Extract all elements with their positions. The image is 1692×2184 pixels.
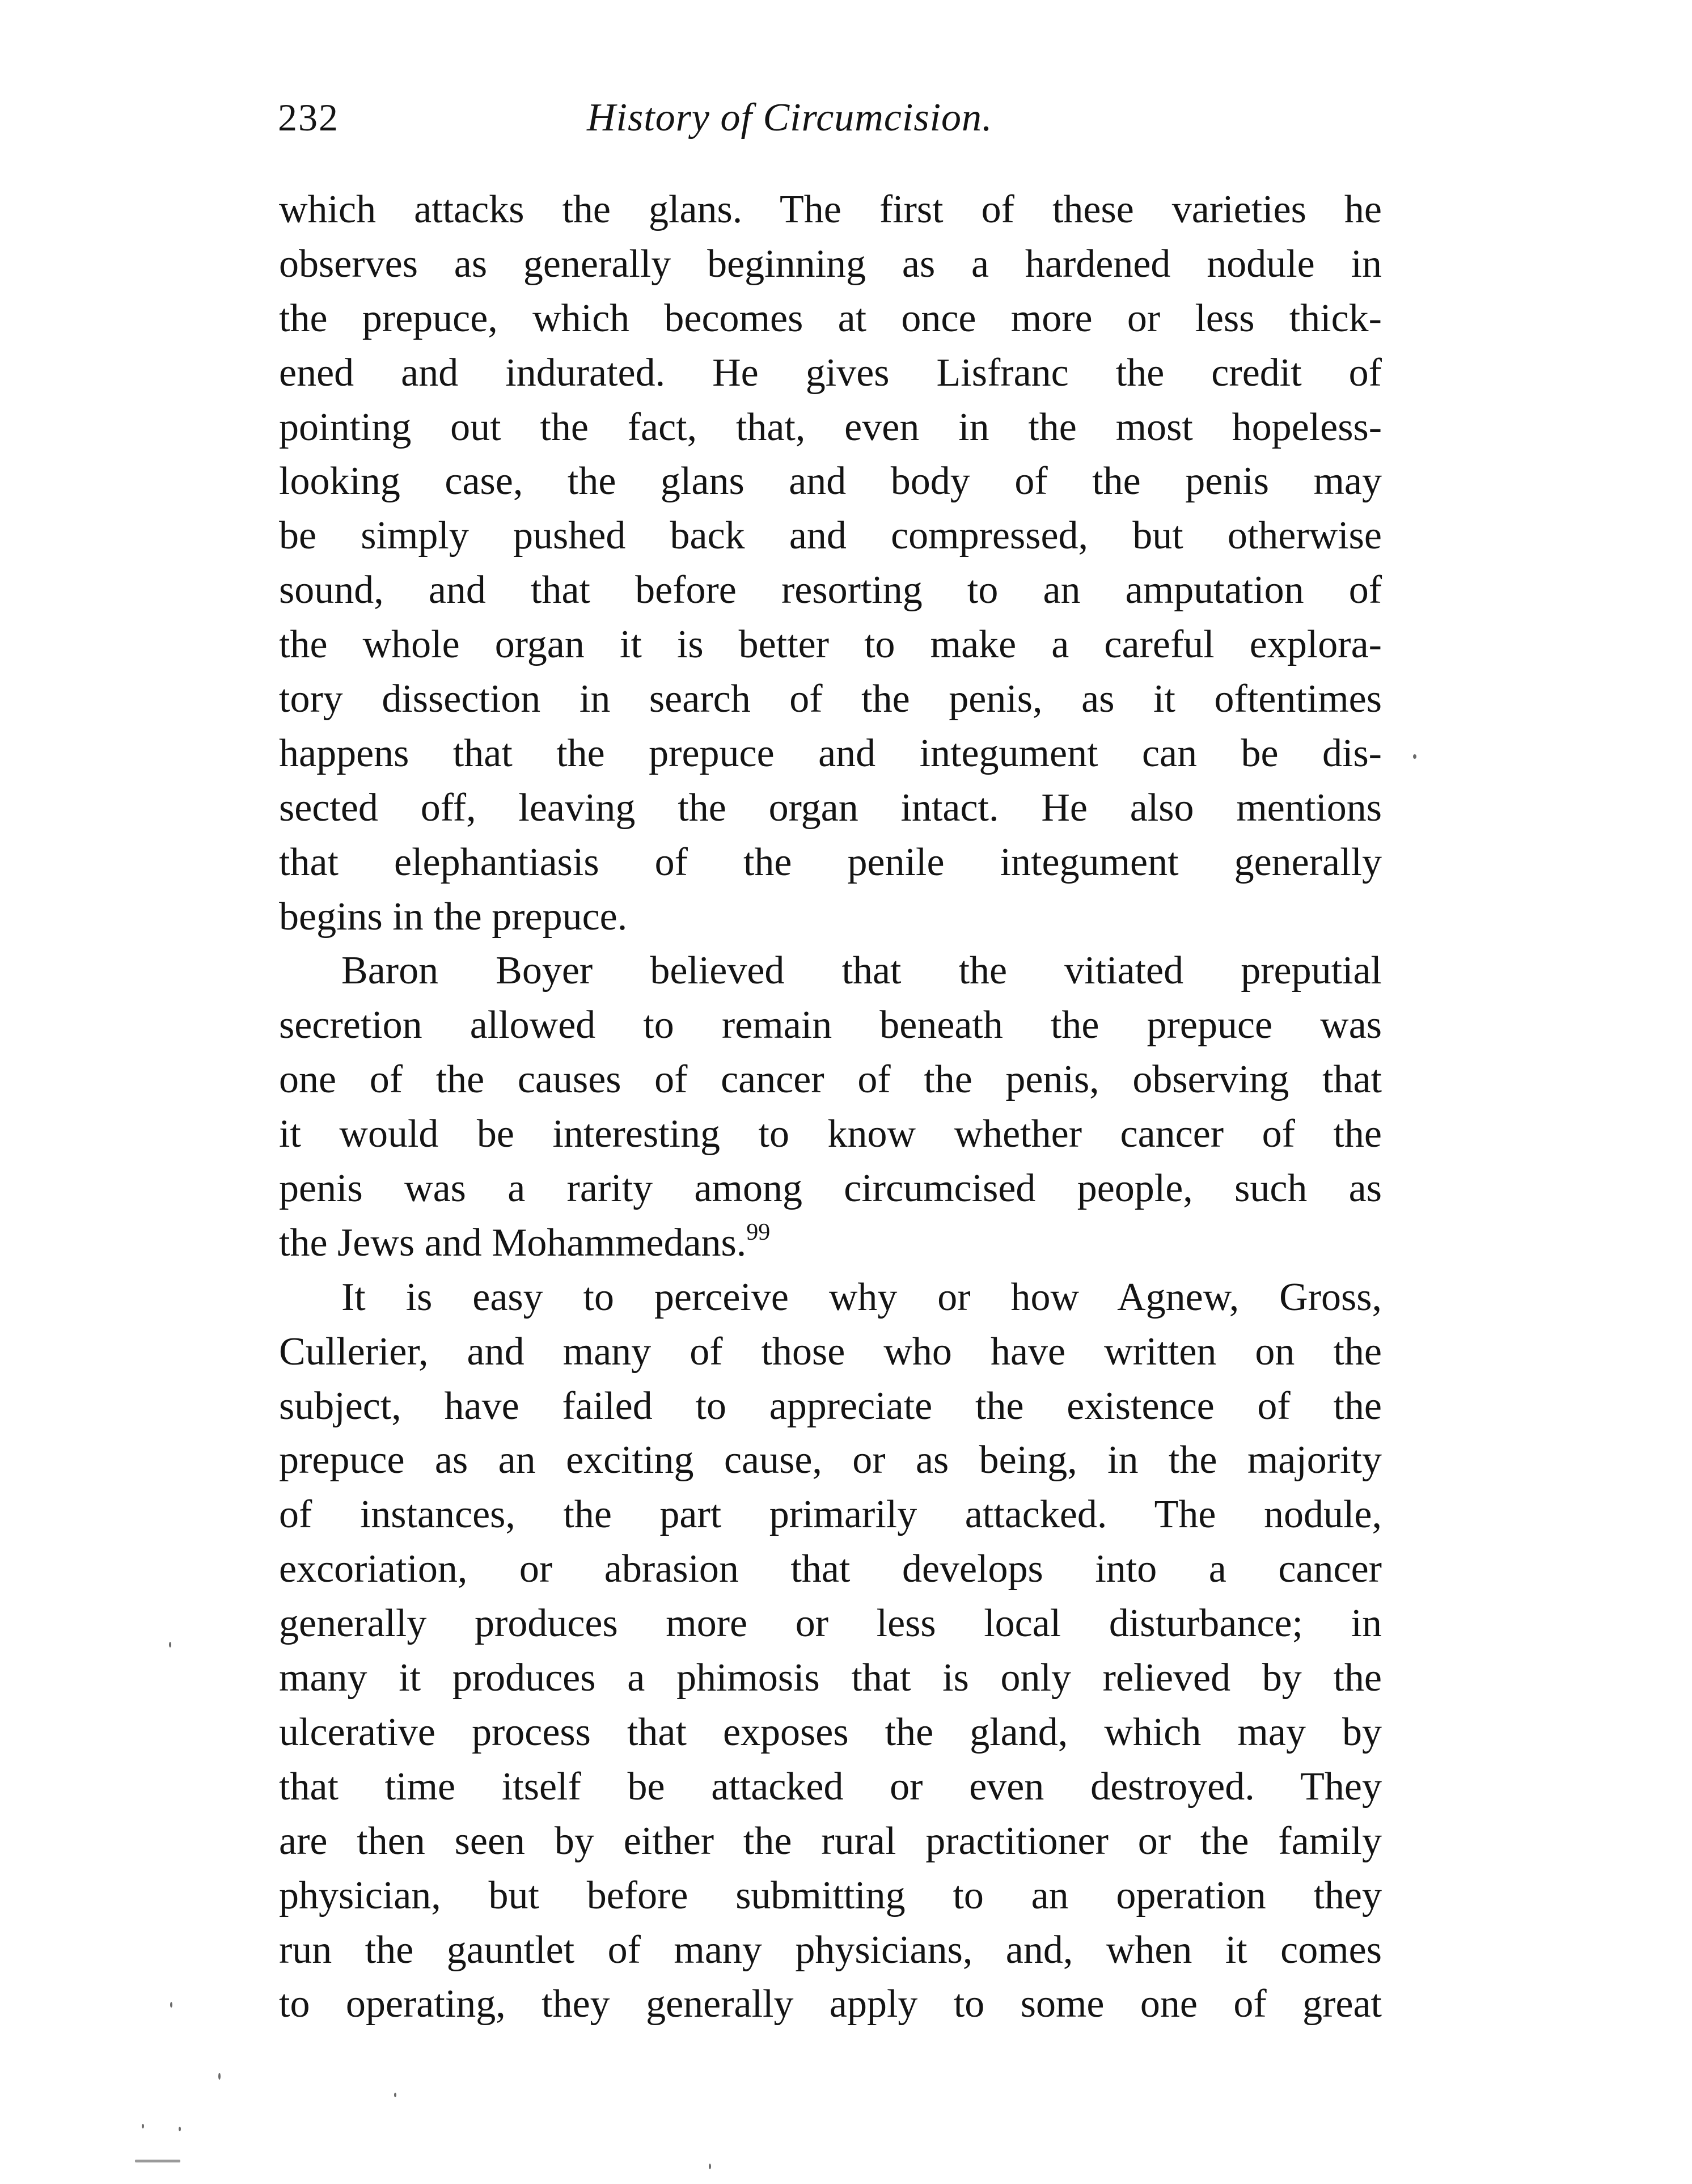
text-line: ened and indurated. He gives Lisfranc the credit of — [279, 350, 1382, 395]
page-header — [278, 95, 1384, 158]
text-line: that elephantiasis of the penile integument generally — [279, 840, 1382, 884]
text-line: be simply pushed back and compressed, but otherwise — [279, 514, 1382, 558]
page-number: 232 — [278, 96, 339, 139]
text-line: observes as generally beginning as a hardened nodule in — [279, 242, 1382, 286]
text-line: Cullerier, and many of those who have written on the — [279, 1329, 1382, 1374]
text-line: the whole organ it is better to make a careful explora- — [279, 623, 1382, 667]
paragraph-2 — [279, 944, 1382, 1270]
text-line: the prepuce, which becomes at once more or less thick- — [279, 296, 1382, 340]
scan-speck — [394, 2093, 396, 2097]
text-line: which attacks the glans. The first of these varieties he — [279, 188, 1382, 231]
text-line: subject, have failed to appreciate the existence of the — [279, 1384, 1382, 1428]
paragraph-1 — [279, 183, 1382, 944]
scan-speck — [169, 1642, 171, 1647]
text-line: Baron Boyer believed that the vitiated preputial — [341, 949, 1382, 993]
scan-speck — [179, 2127, 181, 2131]
text-line: penis was a rarity among circumcised people, such as — [279, 1167, 1382, 1211]
body-text — [279, 183, 1382, 2031]
text-line: it would be interesting to know whether cancer of the — [279, 1112, 1382, 1156]
scan-speck — [142, 2124, 144, 2128]
text-line: are then seen by either the rural practitioner or the family — [279, 1819, 1382, 1863]
text-line: ulcerative process that exposes the gland, which may by — [279, 1710, 1382, 1754]
footnote-reference: 99 — [746, 1219, 771, 1245]
scan-speck — [1413, 754, 1416, 759]
text-line: to operating, they generally apply to some one of great — [279, 1982, 1382, 2026]
scan-speck — [709, 2164, 711, 2169]
text-line: secretion allowed to remain beneath the prepuce was — [279, 1003, 1382, 1047]
text-line: It is easy to perceive why or how Agnew, Gross, — [341, 1275, 1382, 1319]
text-line: sected off, leaving the organ intact. He also mentions — [279, 785, 1382, 830]
text-line: generally produces more or less local disturbance; in — [279, 1602, 1382, 1646]
scan-speck — [170, 2002, 172, 2008]
text-line: excoriation, or abrasion that develops into a cancer — [279, 1547, 1382, 1591]
text-line: tory dissection in search of the penis, as it oftentimes — [279, 677, 1382, 721]
text-line: looking case, the glans and body of the penis may — [279, 459, 1382, 504]
scan-speck — [218, 2073, 221, 2080]
text-line: that time itself be attacked or even destroyed. They — [279, 1764, 1382, 1809]
text-line: the Jews and Mohammedans. — [279, 1220, 747, 1265]
text-line: physician, but before submitting to an operation they — [279, 1873, 1382, 1917]
text-line-with-footnote — [279, 1216, 1382, 1270]
paragraph-3 — [279, 1270, 1382, 2031]
text-line: run the gauntlet of many physicians, and, when it comes — [279, 1928, 1382, 1972]
text-line: of instances, the part primarily attacked. The nodule, — [279, 1493, 1382, 1537]
text-line: many it produces a phimosis that is only relieved by the — [279, 1656, 1382, 1700]
text-line: begins in the prepuce. — [279, 894, 628, 939]
text-line: happens that the prepuce and integument can be dis- — [279, 731, 1382, 775]
running-title: History of Circumcision. — [587, 96, 993, 140]
text-line: pointing out the fact, that, even in the most hopeless- — [279, 405, 1382, 449]
text-line: sound, and that before resorting to an amputation of — [279, 568, 1382, 612]
scan-speck — [135, 2160, 180, 2162]
text-line: prepuce as an exciting cause, or as being, in the majority — [279, 1438, 1382, 1482]
text-line: one of the causes of cancer of the penis, observing that — [279, 1058, 1382, 1102]
